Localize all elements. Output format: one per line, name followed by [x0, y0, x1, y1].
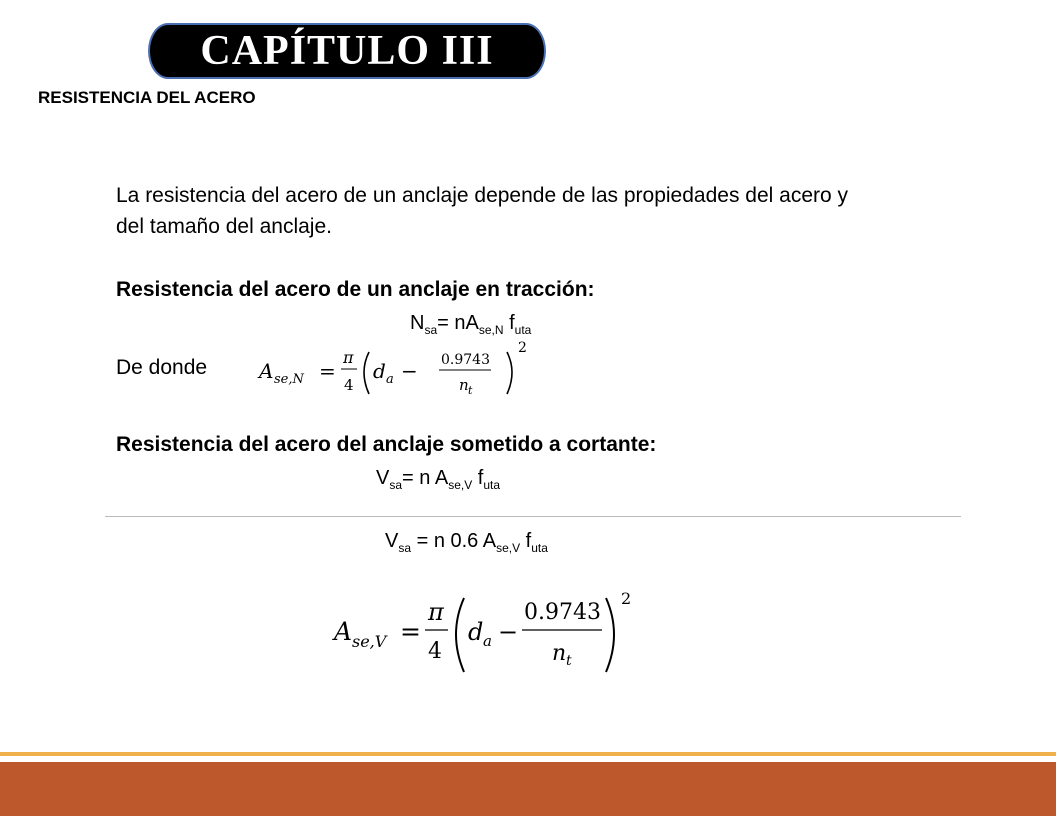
shear-heading: Resistencia del acero del anclaje sometido a cortante: — [116, 433, 657, 456]
ase-n-lhs: A — [259, 359, 274, 383]
ase-n-pi: π — [343, 348, 354, 367]
chapter-title: CAPÍTULO III — [200, 28, 494, 74]
where-label: De donde — [116, 356, 208, 379]
ase-v-lhs: A — [334, 617, 353, 646]
ase-n-d: d — [373, 359, 386, 383]
ase-v-n: n — [552, 641, 567, 666]
ase-v-num: 0.9743 — [524, 600, 601, 625]
ase-v-lhs-sub: se,V — [352, 632, 387, 651]
vsa-equation-2: $V_{sa} = n$ 0.6 $A_{se,V}$ $f_{uta}$ — [385, 530, 548, 555]
nsa-equation: $N_{sa}= nA_{se,N}$ $f_{uta}$ — [410, 312, 532, 337]
ase-v-n-sub: t — [566, 653, 572, 669]
ase-n-lhs-sub: se,N — [274, 372, 304, 387]
vsa-equation-1: $V_{sa}= n$ $A_{se,V}$ $f_{uta}$ — [376, 467, 501, 492]
ase-v-four: 4 — [428, 639, 442, 664]
ase-n-num: 0.9743 — [441, 352, 490, 368]
svg-text:−: − — [498, 618, 519, 646]
ase-v-d: d — [468, 618, 484, 646]
ase-n-d-sub: a — [386, 372, 394, 387]
svg-text:=: = — [400, 617, 421, 646]
svg-text:=: = — [319, 359, 336, 383]
traction-heading: Resistencia del acero de un anclaje en tracción: — [116, 278, 595, 301]
divider-line — [105, 516, 961, 517]
ase-n-n: n — [459, 376, 469, 394]
ase-v-pi: π — [428, 598, 444, 626]
footer-band — [0, 762, 1056, 816]
intro-paragraph: La resistencia del acero de un anclaje depende de las propiedades del acero y del tamaño del anclaje. — [116, 184, 849, 238]
chapter-banner — [148, 23, 546, 79]
ase-n-four: 4 — [344, 376, 354, 394]
section-title: RESISTENCIA DEL ACERO — [38, 88, 256, 107]
ase-n-exp: 2 — [518, 340, 527, 356]
footer-accent-line — [0, 752, 1056, 756]
svg-text:−: − — [401, 359, 418, 383]
ase-n-n-sub: t — [468, 384, 473, 397]
ase-n-formula — [255, 338, 565, 402]
ase-v-d-sub: a — [483, 632, 492, 650]
ase-v-formula — [330, 584, 650, 680]
ase-v-exp: 2 — [621, 589, 632, 608]
